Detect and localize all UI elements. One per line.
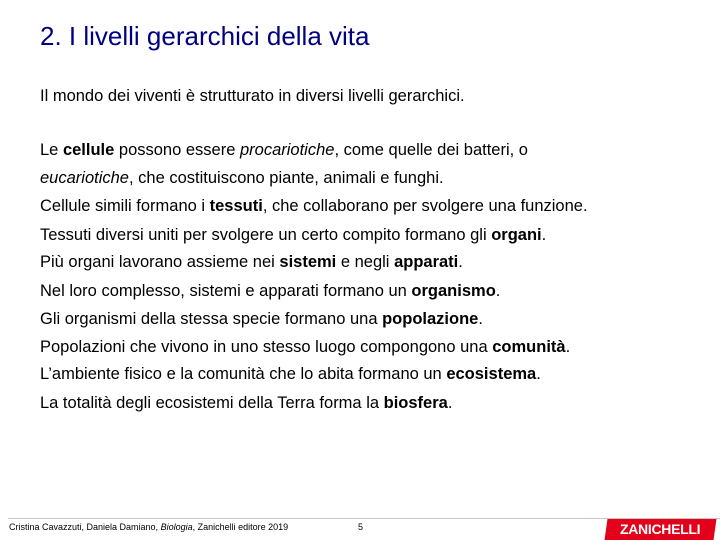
text-line-organismo: Nel loro complesso, sistemi e apparati formano un organismo. [40, 282, 501, 300]
text-line-sistemi: Più organi lavorano assieme nei sistemi e negli apparati. [40, 253, 463, 271]
term-sistemi: sistemi [279, 253, 337, 271]
term-cellule: cellule [62, 141, 115, 159]
footer-credit: Cristina Cavazzuti, Daniela Damiano, Biologia, Zanichelli editore 2019 [9, 522, 289, 532]
term-organismo: organismo [411, 282, 496, 300]
text-line-biosfera: La totalità degli ecosistemi della Terra forma la biosfera. [40, 394, 453, 412]
intro-text: Il mondo dei viventi è strutturato in diversi livelli gerarchici. [40, 87, 465, 105]
text-line-ecosistema: L’ambiente fisico e la comunità che lo abita formano un ecosistema. [40, 365, 541, 383]
text-line-cellule: Le cellule possono essere procariotiche, come quelle dei batteri, o [40, 141, 528, 159]
text-line-comunita: Popolazioni che vivono in uno stesso luogo compongono una comunità. [40, 338, 571, 356]
term-popolazione: popolazione [382, 310, 479, 328]
text-line-popolazione: Gli organismi della stessa specie formano una popolazione. [40, 310, 483, 328]
term-tessuti: tessuti [209, 197, 263, 215]
term-procariotiche: procariotiche [239, 141, 335, 159]
term-organi: organi [491, 226, 542, 244]
term-comunita: comunità [492, 338, 566, 356]
text-line-eucariotiche: eucariotiche, che costituiscono piante, animali e funghi. [40, 169, 444, 187]
term-apparati: apparati [394, 253, 459, 271]
term-ecosistema: ecosistema [446, 365, 537, 383]
slide-title: 2. I livelli gerarchici della vita [40, 21, 370, 51]
page-number: 5 [358, 522, 364, 532]
text-line-organi: Tessuti diversi uniti per svolgere un certo compito formano gli organi. [40, 226, 547, 244]
zanichelli-logo: ZANICHELLI [605, 519, 717, 540]
term-biosfera: biosfera [383, 394, 448, 412]
term-eucariotiche: eucariotiche [40, 169, 129, 187]
text-line-tessuti: Cellule simili formano i tessuti, che collaborano per svolgere una funzione. [40, 197, 588, 215]
